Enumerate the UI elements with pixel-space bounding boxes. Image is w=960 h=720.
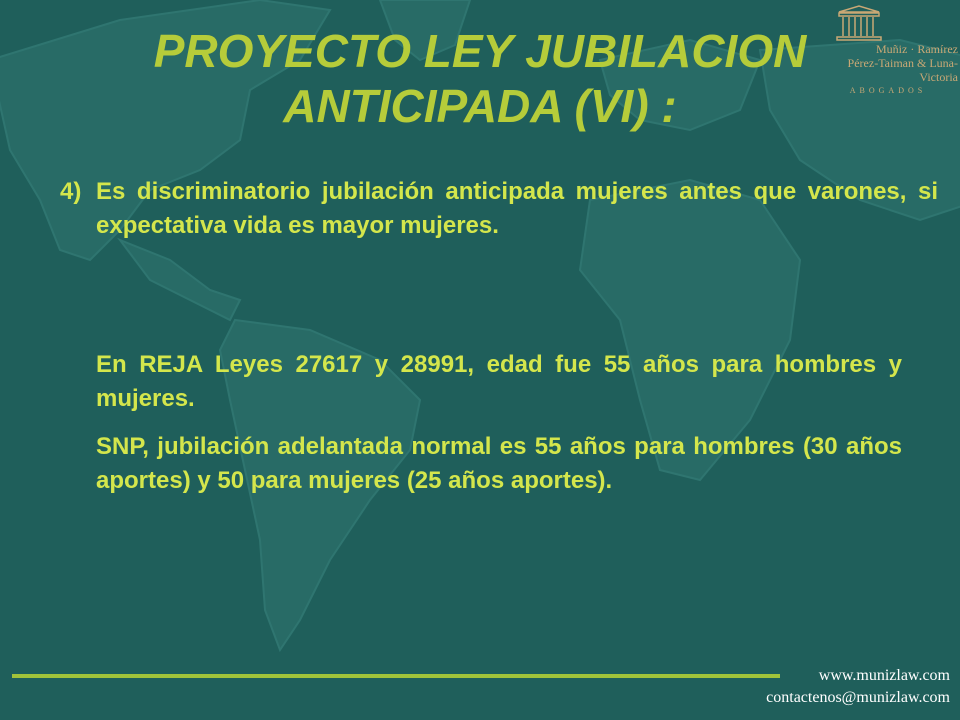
title-line-2: ANTICIPADA (VI) : <box>283 80 677 132</box>
item-text: Es discriminatorio jubilación anticipada mujeres antes que varones, si expectativa vida es mayor mujeres. <box>96 178 938 239</box>
logo-line-3: ABOGADOS <box>849 86 927 95</box>
email-link[interactable]: contactenos@munizlaw.com <box>766 689 950 706</box>
footer-divider <box>12 674 780 678</box>
logo-line-2: Pérez-Taiman & Luna-Victoria <box>847 56 958 84</box>
paragraph-snp: SNP, jubilación adelantada normal es 55 años para hombres (30 años aportes) y 50 para mujeres (25 años aportes). <box>96 433 902 494</box>
logo-line-1: Muñiz · Ramírez <box>876 42 958 56</box>
title-line-1: PROYECTO LEY JUBILACION <box>153 25 807 77</box>
footer-contact <box>766 665 950 709</box>
list-item-4 <box>60 175 938 243</box>
item-number: 4) <box>60 178 82 205</box>
paragraph-reja: En REJA Leyes 27617 y 28991, edad fue 55 años para hombres y mujeres. <box>96 351 902 412</box>
slide-title <box>60 24 900 134</box>
website-link[interactable]: www.munizlaw.com <box>818 667 950 684</box>
